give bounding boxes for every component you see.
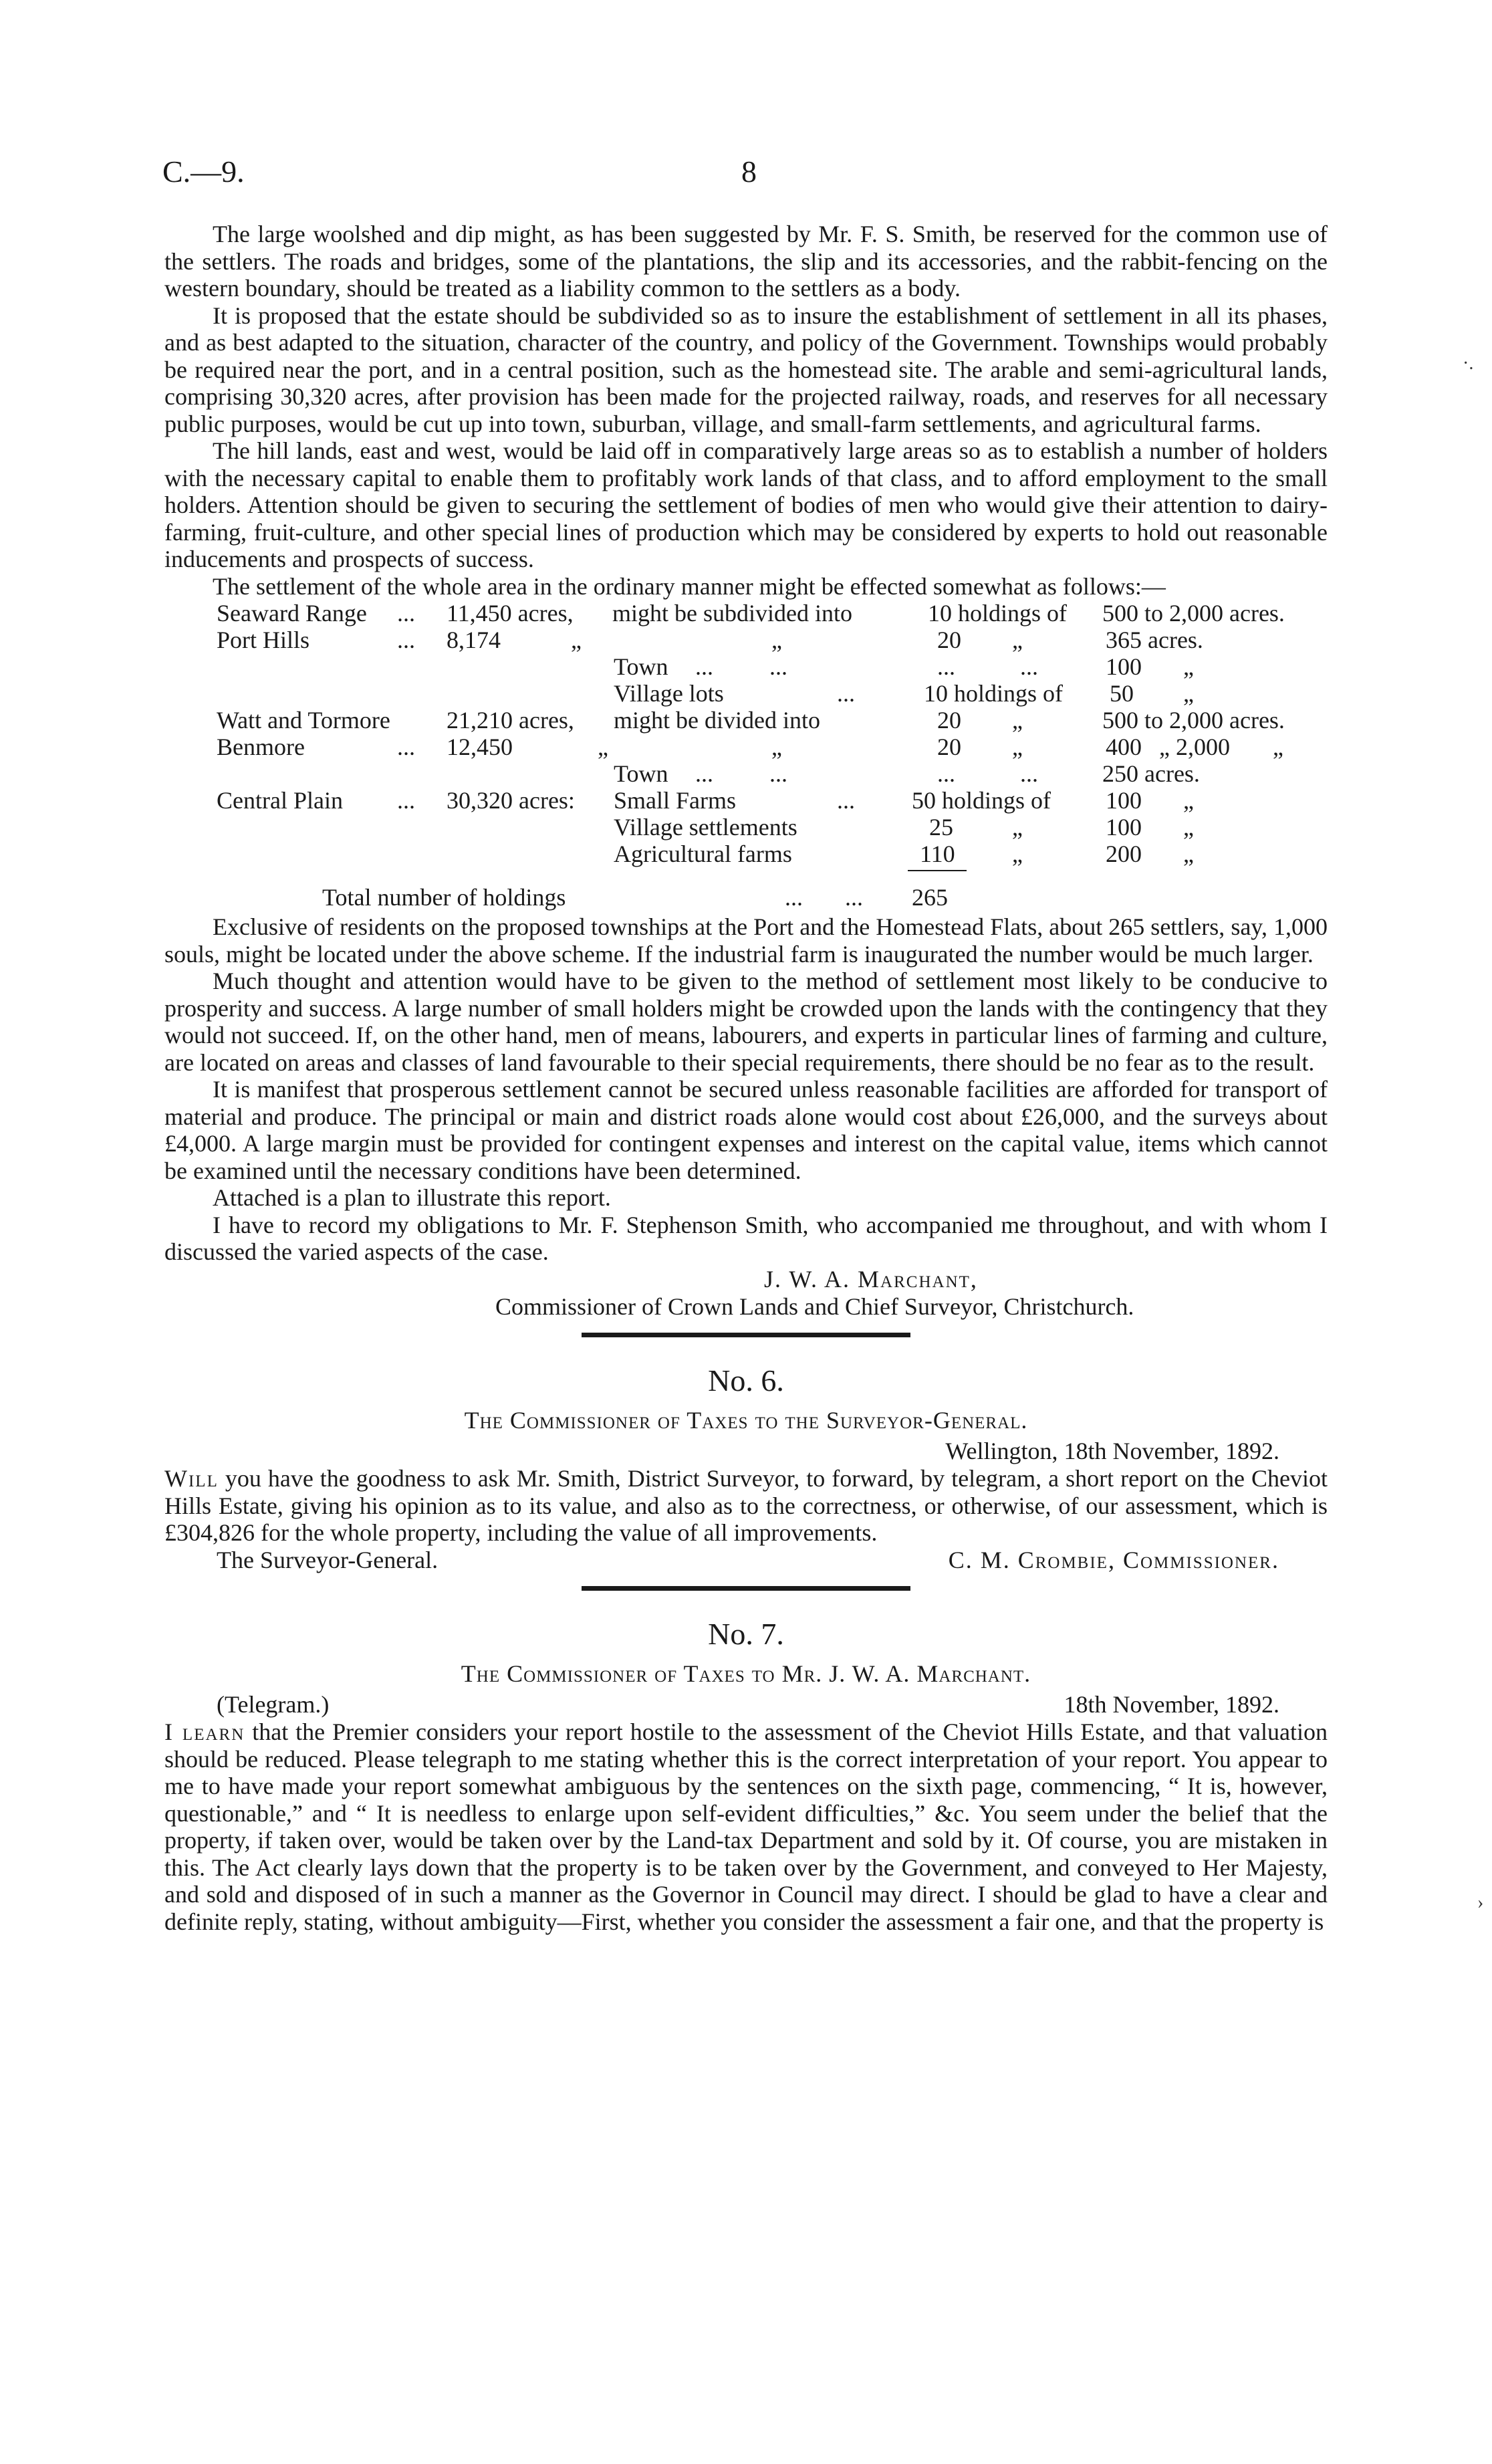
paragraph: The large woolshed and dip might, as has been suggested by Mr. F. S. Smith, be reserved for the common use of the settlers. The roads and bridges, some of the plantations, the slip and its accessories, and the rabbit-fencing on the western boundary, should be treated as a liability common to the settlers as a body. bbox=[164, 221, 1328, 302]
table-cell: ... bbox=[397, 600, 415, 627]
settlement-table bbox=[217, 600, 1328, 884]
table-cell: „ bbox=[771, 627, 782, 653]
body-lead: I learn bbox=[164, 1718, 245, 1745]
table-cell: Village settlements bbox=[614, 814, 797, 841]
table-cell: „ bbox=[1183, 680, 1194, 707]
report-conclusion bbox=[164, 913, 1328, 1266]
margin-mark-1: ·. bbox=[1463, 353, 1474, 374]
table-cell: 20 bbox=[937, 734, 961, 760]
page-number: 8 bbox=[741, 154, 757, 189]
message-date: 18th November, 1892. bbox=[1064, 1691, 1279, 1718]
document-no-7 bbox=[164, 1617, 1328, 1936]
paragraph: Much thought and attention would have to be given to the method of settlement most likely to be conducive to prosperity and success. A large number of small holders might be crowded upon the lands with the contingency that they would not succeed. If, on the other hand, men of means, labourers, and experts in particular lines of farming and culture, are located on areas and classes of land favourable to their special requirements, there should be no fear as to the result. bbox=[164, 968, 1328, 1076]
signed: C. M. Crombie, Commissioner. bbox=[948, 1546, 1279, 1573]
table-cell: 500 to 2,000 acres. bbox=[1102, 707, 1285, 734]
table-cell: Agricultural farms bbox=[614, 841, 792, 867]
place-date: Wellington, 18th November, 1892. bbox=[945, 1438, 1279, 1464]
addressee: The Surveyor-General. bbox=[217, 1546, 439, 1573]
table-cell: „ bbox=[1183, 787, 1194, 814]
table-cell: Central Plain bbox=[217, 787, 343, 814]
table-cell: „ bbox=[1273, 734, 1283, 760]
table-cell: 500 to 2,000 acres. bbox=[1102, 600, 1285, 627]
table-cell: „ bbox=[1012, 841, 1023, 867]
table-cell: 110 bbox=[920, 841, 955, 867]
table-cell: 25 bbox=[929, 814, 953, 841]
table-cell: 10 holdings of bbox=[924, 680, 1064, 707]
table-cell: „ bbox=[1183, 653, 1194, 680]
page-body bbox=[164, 221, 1328, 1935]
table-cell: ... bbox=[1020, 760, 1038, 787]
document-subject: The Commissioner of Taxes to Mr. J. W. A. Marchant. bbox=[461, 1660, 1031, 1687]
table-cell: ... bbox=[695, 760, 713, 787]
kind-date-line bbox=[164, 1691, 1328, 1718]
table-cell: 12,450 bbox=[447, 734, 513, 760]
table-cell: Watt and Tormore bbox=[217, 707, 390, 734]
table-cell: Port Hills bbox=[217, 627, 310, 653]
paragraph: I have to record my obligations to Mr. F. Stephenson Smith, who accompanied me throughout, and with whom I discussed the varied aspects of the case. bbox=[164, 1211, 1328, 1265]
table-cell: Small Farms bbox=[614, 787, 737, 814]
table-cell: „ bbox=[1012, 707, 1023, 734]
table-cell: ... bbox=[1020, 653, 1038, 680]
paragraph bbox=[164, 1718, 1328, 1935]
table-cell: 250 acres. bbox=[1102, 760, 1200, 787]
message-kind: (Telegram.) bbox=[217, 1691, 330, 1718]
signatory-name: J. W. A. Marchant, bbox=[764, 1265, 978, 1293]
total-rule bbox=[908, 870, 967, 871]
table-cell: „ bbox=[598, 734, 608, 760]
section-divider bbox=[582, 1333, 910, 1337]
total-value: 265 bbox=[912, 884, 948, 911]
place-date-line bbox=[164, 1438, 1328, 1465]
table-cell: 50 holdings of bbox=[912, 787, 1051, 814]
table-cell: might be divided into bbox=[614, 707, 820, 734]
section-divider bbox=[582, 1586, 910, 1591]
table-cell: 365 acres. bbox=[1106, 627, 1203, 653]
paragraph: The settlement of the whole area in the ordinary manner might be effected somewhat as follows:— bbox=[213, 572, 1166, 600]
body-text: you have the goodness to ask Mr. Smith, District Surveyor, to forward, by telegram, a short report on the Cheviot Hills Estate, giving his opinion as to its value, and also as to the correctness, or otherwise, of our assessment, which is £304,826 for the whole property, including the value of all improvements. bbox=[164, 1465, 1328, 1546]
table-cell: might be subdivided into bbox=[612, 600, 852, 627]
table-cell: ... bbox=[397, 627, 415, 653]
table-cell: „ bbox=[1183, 814, 1194, 841]
document-number: No. 7. bbox=[708, 1616, 784, 1651]
document-subject: The Commissioner of Taxes to the Surveyor-General. bbox=[464, 1406, 1028, 1434]
table-cell: ... bbox=[837, 680, 855, 707]
page-header bbox=[162, 154, 1326, 191]
table-cell: 100 bbox=[1106, 653, 1142, 680]
table-cell: 21,210 acres, bbox=[447, 707, 574, 734]
document-no-6 bbox=[164, 1364, 1328, 1574]
table-cell: „ bbox=[1012, 814, 1023, 841]
table-cell: ... bbox=[845, 884, 863, 911]
paragraph: Attached is a plan to illustrate this report. bbox=[213, 1184, 611, 1211]
signature-block bbox=[164, 1266, 1328, 1321]
paragraph bbox=[164, 1465, 1328, 1547]
closing-line bbox=[164, 1547, 1328, 1574]
body-lead: Will bbox=[164, 1465, 219, 1492]
report-continuation bbox=[164, 221, 1328, 600]
table-cell: Town bbox=[614, 653, 668, 680]
table-cell: 11,450 acres, bbox=[447, 600, 574, 627]
table-cell: 20 bbox=[937, 707, 961, 734]
paragraph: It is proposed that the estate should be subdivided so as to insure the establishment of settlement in all its phases, and as best adapted to the situation, character of the country, and policy of the Government. Townships would probably be required near the port, and in a central position, such as the homestead site. The arable and semi-agricultural lands, comprising 30,320 acres, after provision has been made for the projected railway, roads, and reserves for all necessary public purposes, would be cut up into town, suburban, village, and small-farm settlements, and agricultural farms. bbox=[164, 302, 1328, 437]
table-cell: ... bbox=[397, 734, 415, 760]
table-cell: ... bbox=[785, 884, 803, 911]
table-cell: 20 bbox=[937, 627, 961, 653]
paragraph: It is manifest that prosperous settlement cannot be secured unless reasonable facilities are afforded for transport of material and produce. The principal or main and district roads alone would cost about £26,000, and the surveys about £4,000. A large margin must be provided for contingent expenses and interest on the capital value, items which cannot be examined until the necessary conditions have been determined. bbox=[164, 1076, 1328, 1184]
table-cell: 10 holdings of bbox=[928, 600, 1068, 627]
table-cell: „ bbox=[1183, 841, 1194, 867]
document-reference: C.—9. bbox=[162, 154, 245, 189]
paragraph: The hill lands, east and west, would be laid off in comparatively large areas so as to establish a number of holders with the necessary capital to enable them to profitably work lands of that class, and to afford employment to the small holders. Attention should be given to securing the settlement of bodies of men who would give their attention to dairy-farming, fruit-culture, and other special lines of production which may be considered by experts to hold out reasonable inducements and prospects of success. bbox=[164, 437, 1328, 572]
table-cell: „ 2,000 bbox=[1159, 734, 1230, 760]
table-cell: ... bbox=[937, 653, 955, 680]
table-cell: ... bbox=[769, 653, 787, 680]
table-cell: Town bbox=[614, 760, 668, 787]
total-row bbox=[217, 884, 1328, 913]
table-cell: „ bbox=[571, 627, 582, 653]
table-cell: „ bbox=[771, 734, 782, 760]
table-cell: 8,174 bbox=[447, 627, 501, 653]
table-cell: Seaward Range bbox=[217, 600, 367, 627]
table-cell: Village lots bbox=[614, 680, 724, 707]
table-cell: 30,320 acres: bbox=[447, 787, 575, 814]
table-cell: 400 bbox=[1106, 734, 1142, 760]
table-cell: 200 bbox=[1106, 841, 1142, 867]
signatory-title: Commissioner of Crown Lands and Chief Surveyor, Christchurch. bbox=[495, 1293, 1134, 1320]
margin-mark-2: › bbox=[1477, 1892, 1484, 1913]
table-cell: ... bbox=[769, 760, 787, 787]
table-cell: ... bbox=[695, 653, 713, 680]
total-label: Total number of holdings bbox=[322, 884, 566, 911]
body-text: that the Premier considers your report hostile to the assessment of the Cheviot Hills Estate, and that valuation should be reduced. Please telegraph to me stating whether this is the correct interpretation of your report. You appear to me to have made your report somewhat ambiguous by the sentences on the sixth page, commencing, “ It is, however, questionable,” and “ It is needless to enlarge upon self-evident difficulties,” &c. You seem under the belief that the property, if taken over, would be taken over by the Land-tax Department and sold by it. Of course, you are mistaken in this. The Act clearly lays down that the property is to be taken over by the Government, and conveyed to Her Majesty, and sold and disposed of in such a manner as the Governor in Council may direct. I should be glad to have a clear and definite reply, stating, without ambiguity—First, whether you consider the assessment a fair one, and that the property is bbox=[164, 1718, 1328, 1935]
document-number: No. 6. bbox=[708, 1363, 784, 1397]
table-cell: „ bbox=[1012, 734, 1023, 760]
table-cell: ... bbox=[397, 787, 415, 814]
table-cell: „ bbox=[1012, 627, 1023, 653]
table-cell: 100 bbox=[1106, 787, 1142, 814]
table-cell: Benmore bbox=[217, 734, 305, 760]
table-cell: ... bbox=[837, 787, 855, 814]
table-cell: ... bbox=[937, 760, 955, 787]
table-cell: 50 bbox=[1110, 680, 1134, 707]
paragraph: Exclusive of residents on the proposed townships at the Port and the Homestead Flats, about 265 settlers, say, 1,000 souls, might be located under the above scheme. If the industrial farm is inaugurated the number would be much larger. bbox=[164, 913, 1328, 968]
table-cell: 100 bbox=[1106, 814, 1142, 841]
